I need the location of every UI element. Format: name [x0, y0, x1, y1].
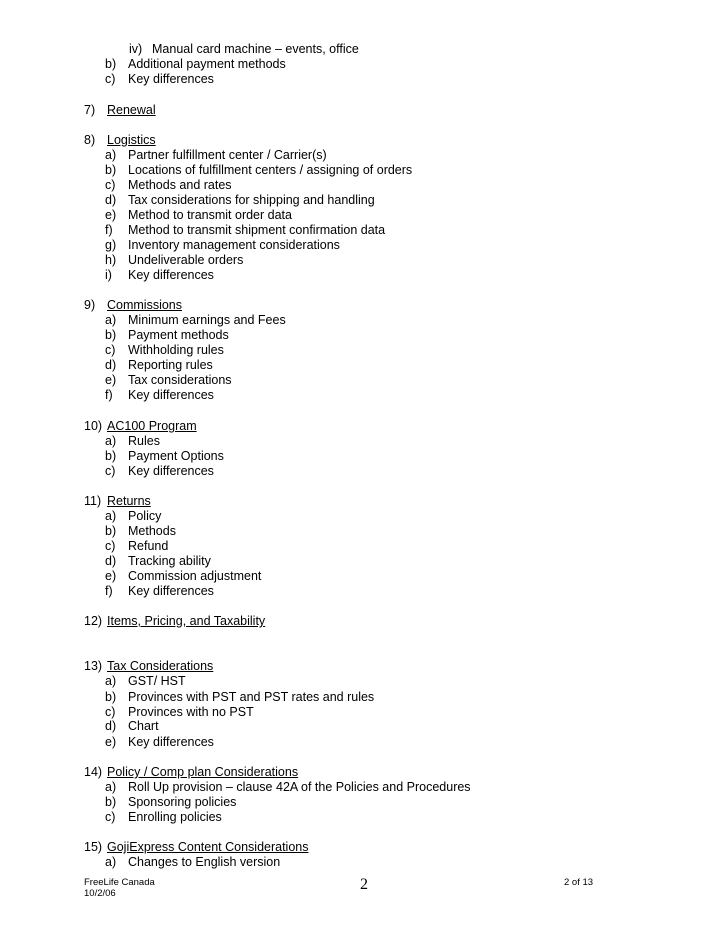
- outline-item: [105, 238, 340, 253]
- item-text: Key differences: [128, 268, 214, 282]
- item-marker: e): [105, 208, 117, 222]
- outline-item: [105, 539, 168, 554]
- outline-item: [105, 524, 176, 539]
- item-text: Chart: [128, 719, 159, 733]
- outline-item: [105, 810, 222, 825]
- outline-item: [105, 358, 213, 373]
- item-text: Provinces with PST and PST rates and rules: [128, 690, 375, 704]
- item-marker: 11): [84, 494, 102, 508]
- item-text: Withholding rules: [128, 343, 224, 357]
- outline-item: [105, 57, 286, 72]
- outline-item: [105, 705, 254, 720]
- section-heading: [84, 659, 213, 674]
- item-marker: a): [105, 674, 117, 688]
- item-marker: 7): [84, 103, 96, 117]
- section-title: Items, Pricing, and Taxability: [107, 614, 266, 628]
- item-text: Inventory management considerations: [128, 238, 340, 252]
- section-heading: [84, 133, 156, 148]
- item-marker: g): [105, 238, 117, 252]
- section-title: Commissions: [107, 298, 183, 312]
- section-title: Renewal: [107, 103, 156, 117]
- section-heading: [84, 419, 197, 434]
- item-text: Method to transmit shipment confirmation data: [128, 223, 386, 237]
- item-text: Enrolling policies: [128, 810, 222, 824]
- item-marker: d): [105, 719, 117, 733]
- item-text: Key differences: [128, 584, 214, 598]
- item-text: Key differences: [128, 72, 214, 86]
- outline-item: [105, 554, 211, 569]
- section-heading: [84, 494, 151, 509]
- outline-item: [105, 193, 375, 208]
- item-marker: 8): [84, 133, 96, 147]
- section-title: AC100 Program: [107, 419, 197, 433]
- outline-item: [105, 569, 261, 584]
- section-heading: [84, 765, 298, 780]
- footer-date: 10/2/06: [84, 888, 116, 899]
- item-marker: c): [105, 810, 116, 824]
- section-heading: [84, 103, 156, 118]
- item-text: Key differences: [128, 388, 214, 402]
- section-title: Returns: [107, 494, 151, 508]
- item-marker: c): [105, 464, 116, 478]
- item-text: Key differences: [128, 735, 214, 749]
- item-marker: a): [105, 434, 117, 448]
- item-marker: d): [105, 358, 117, 372]
- item-text: Payment methods: [128, 328, 229, 342]
- item-marker: c): [105, 343, 116, 357]
- item-marker: 13): [84, 659, 103, 673]
- item-marker: a): [105, 509, 117, 523]
- section-heading: [84, 840, 309, 855]
- outline-item: [105, 674, 186, 689]
- item-marker: e): [105, 373, 117, 387]
- footer-page-number: 2: [360, 876, 368, 893]
- item-text: Locations of fulfillment centers / assigning of orders: [128, 163, 413, 177]
- item-text: Tax considerations for shipping and handling: [128, 193, 375, 207]
- item-marker: a): [105, 313, 117, 327]
- item-text: Additional payment methods: [128, 57, 286, 71]
- item-marker: 12): [84, 614, 103, 628]
- outline-item: [105, 690, 374, 705]
- outline-item: [105, 464, 214, 479]
- outline-item: [105, 253, 243, 268]
- item-marker: a): [105, 780, 117, 794]
- item-marker: iv): [129, 42, 143, 56]
- item-marker: c): [105, 705, 116, 719]
- outline-item: [105, 795, 236, 810]
- item-text: Undeliverable orders: [128, 253, 244, 267]
- outline-item: [105, 163, 412, 178]
- item-marker: 15): [84, 840, 103, 854]
- item-marker: b): [105, 328, 117, 342]
- outline-item: [129, 42, 359, 57]
- outline-item: [105, 72, 214, 87]
- item-marker: d): [105, 554, 117, 568]
- item-text: Minimum earnings and Fees: [128, 313, 286, 327]
- footer-company: FreeLife Canada: [84, 877, 155, 888]
- outline-item: [105, 719, 159, 734]
- outline-item: [105, 735, 214, 750]
- outline-item: [105, 584, 214, 599]
- item-marker: f): [105, 584, 113, 598]
- item-text: Tax considerations: [128, 373, 232, 387]
- item-marker: e): [105, 735, 117, 749]
- outline-item: [105, 449, 224, 464]
- item-marker: c): [105, 539, 116, 553]
- item-marker: a): [105, 855, 117, 869]
- item-text: Commission adjustment: [128, 569, 262, 583]
- item-marker: a): [105, 148, 117, 162]
- item-marker: b): [105, 163, 117, 177]
- item-text: Rules: [128, 434, 160, 448]
- item-marker: 10): [84, 419, 103, 433]
- outline-item: [105, 313, 286, 328]
- item-text: Reporting rules: [128, 358, 213, 372]
- item-marker: b): [105, 795, 117, 809]
- item-marker: 9): [84, 298, 96, 312]
- outline-item: [105, 780, 471, 795]
- item-text: Method to transmit order data: [128, 208, 292, 222]
- item-text: Policy: [128, 509, 162, 523]
- section-title: Logistics: [107, 133, 156, 147]
- item-text: Roll Up provision – clause 42A of the Policies and Procedures: [128, 780, 471, 794]
- outline-item: [105, 328, 229, 343]
- section-heading: [84, 298, 182, 313]
- item-marker: b): [105, 690, 117, 704]
- item-text: Methods and rates: [128, 178, 232, 192]
- item-text: GST/ HST: [128, 674, 186, 688]
- item-marker: h): [105, 253, 117, 267]
- item-text: Sponsoring policies: [128, 795, 237, 809]
- item-marker: i): [105, 268, 112, 282]
- item-marker: c): [105, 72, 116, 86]
- outline-item: [105, 855, 280, 870]
- item-text: Tracking ability: [128, 554, 211, 568]
- outline-item: [105, 434, 160, 449]
- outline-item: [105, 268, 214, 283]
- item-text: Payment Options: [128, 449, 224, 463]
- item-marker: 14): [84, 765, 103, 779]
- item-text: Provinces with no PST: [128, 705, 254, 719]
- item-marker: d): [105, 193, 117, 207]
- outline-item: [105, 148, 327, 163]
- section-title: Policy / Comp plan Considerations: [107, 765, 299, 779]
- item-text: Partner fulfillment center / Carrier(s): [128, 148, 327, 162]
- outline-item: [105, 509, 161, 524]
- item-marker: c): [105, 178, 116, 192]
- item-text: Key differences: [128, 464, 214, 478]
- item-marker: e): [105, 569, 117, 583]
- item-marker: b): [105, 57, 117, 71]
- outline-item: [105, 343, 224, 358]
- item-text: Manual card machine – events, office: [152, 42, 359, 56]
- item-text: Methods: [128, 524, 176, 538]
- item-marker: f): [105, 388, 113, 402]
- item-marker: f): [105, 223, 113, 237]
- outline-item: [105, 388, 214, 403]
- item-marker: b): [105, 449, 117, 463]
- section-heading: [84, 614, 265, 629]
- outline-item: [105, 223, 385, 238]
- outline-item: [105, 178, 232, 193]
- outline-item: [105, 208, 292, 223]
- section-title: GojiExpress Content Considerations: [107, 840, 309, 854]
- footer-page-of: 2 of 13: [564, 877, 594, 888]
- section-title: Tax Considerations: [107, 659, 214, 673]
- item-marker: b): [105, 524, 117, 538]
- item-text: Changes to English version: [128, 855, 281, 869]
- item-text: Refund: [128, 539, 169, 553]
- outline-item: [105, 373, 232, 388]
